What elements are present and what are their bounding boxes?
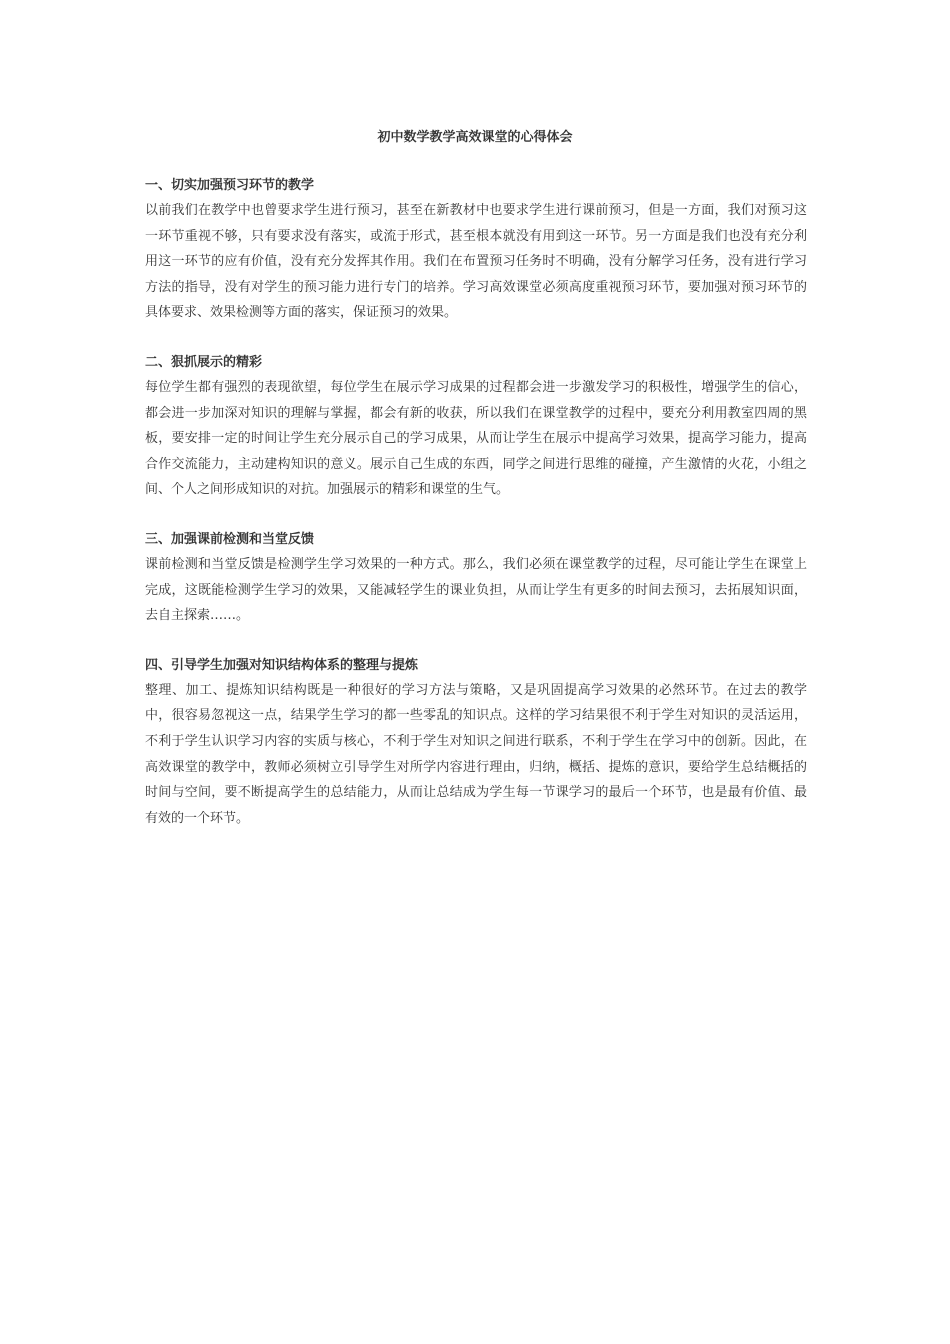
section-feedback (145, 531, 807, 629)
document-title: 初中数学教学高效课堂的心得体会 (377, 130, 573, 145)
document-content (145, 177, 807, 859)
section-paragraph: 每位学生都有强烈的表现欲望，每位学生在展示学习成果的过程都会进一步激发学习的积极性，增强学生的信心，都会进一步加深对知识的理解与掌握，都会有新的收获，所以我们在课堂教学的过程中，要充分利用教室四周的黑板，要安排一定的时间让学生充分展示自己的学习成果，从而让学生在展示中提高学习效果，提高学习能力，提高合作交流能力，主动建构知识的意义。展示自己生成的东西，同学之间进行思维的碰撞，产生激情的火花，小组之间、个人之间形成知识的对抗。加强展示的精彩和课堂的生气。 (145, 379, 807, 498)
section-paragraph: 以前我们在教学中也曾要求学生进行预习，甚至在新教材中也要求学生进行课前预习，但是一方面，我们对预习这一环节重视不够，只有要求没有落实，或流于形式，甚至根本就没有用到这一环节。另一方面是我们也没有充分利用这一环节的应有价值，没有充分发挥其作用。我们在布置预习任务时不明确，没有分解学习任务，没有进行学习方法的指导，没有对学生的预习能力进行专门的培养。学习高效课堂必须高度重视预习环节，要加强对预习环节的具体要求、效果检测等方面的落实，保证预习的效果。 (145, 203, 807, 321)
section-showcase (145, 354, 807, 503)
section-paragraph: 课前检测和当堂反馈是检测学生学习效果的一种方式。那么，我们必须在课堂教学的过程，尽可能让学生在课堂上完成，这既能检测学生学习的效果，又能减轻学生的课业负担，从而让学生有更多的时间去预习，去拓展知识面，去自主探索……。 (145, 556, 807, 624)
section-heading: 一、切实加强预习环节的教学 (145, 178, 315, 193)
section-heading: 二、狠抓展示的精彩 (145, 354, 263, 370)
section-knowledge-structure (145, 657, 807, 832)
section-preview (145, 177, 807, 326)
section-heading: 四、引导学生加强对知识结构体系的整理与提炼 (145, 657, 419, 673)
section-paragraph: 整理、加工、提炼知识结构既是一种很好的学习方法与策略，又是巩固提高学习效果的必然环节。在过去的教学中，很容易忽视这一点，结果学生学习的都一些零乱的知识点。这样的学习结果很不利于学生对知识的灵活运用，不利于学生认识学习内容的实质与核心，不利于学生对知识之间进行联系，不利于学生在学习中的创新。因此，在高效课堂的教学中，教师必须树立引导学生对所学内容进行理由，归纳，概括、提炼的意识，要给学生总结概括的时间与空间，要不断提高学生的总结能力，从而让总结成为学生每一节课学习的最后一个环节，也是最有价值、最有效的一个环节。 (145, 682, 807, 826)
section-heading: 三、加强课前检测和当堂反馈 (145, 531, 315, 547)
